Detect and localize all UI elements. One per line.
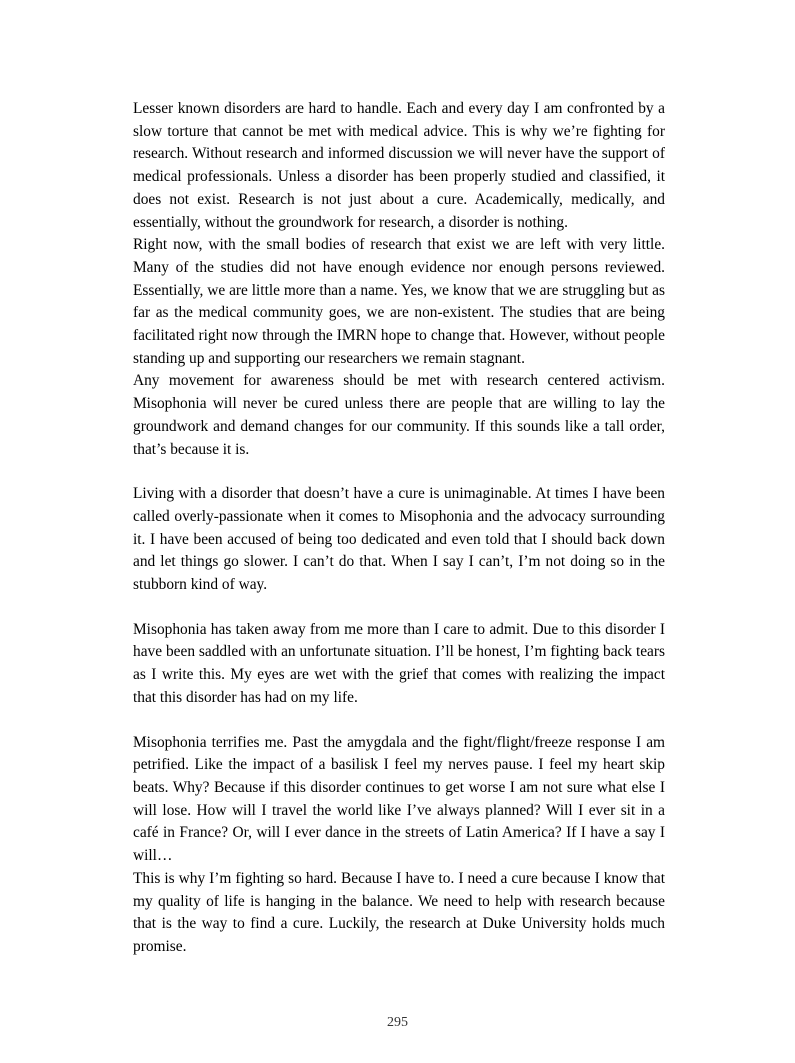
page-body-text [133,98,665,959]
paragraph: This is why I’m fighting so hard. Because I have to. I need a cure because I know that my quality of life is hanging in the balance. We need to help with research because that is the way to find a cure. Luckily, the research at Duke University holds much promise. [133,869,665,955]
paragraph: Right now, with the small bodies of research that exist we are left with very little. Many of the studies did not have enough evidence nor enough persons reviewed. Essentially, we are little more than a name. Yes, we know that we are struggling but as far as the medical community goes, we are non-existent. The studies that are being facilitated right now through the IMRN hope to change that. However, without people standing up and supporting our researchers we remain stagnant. [133,236,665,367]
paragraph: Living with a disorder that doesn’t have a cure is unimaginable. At times I have been called overly-passionate when it comes to Misophonia and the advocacy surrounding it. I have been accused of being too dedicated and even told that I should back down and let things go slower. I can’t do that. When I say I can’t, I’m not doing so in the stubborn kind of way. [133,485,665,594]
page-number: 295 [387,1015,408,1030]
paragraph: Misophonia has taken away from me more than I care to admit. Due to this disorder I have been saddled with an unfortunate situation. I’ll be honest, I’m fighting back tears as I write this. My eyes are wet with the grief that comes with realizing the impact that this disorder has had on my life. [133,620,665,706]
paragraph: Any movement for awareness should be met with research centered activism. Misophonia will never be cured unless there are people that are willing to lay the groundwork and demand changes for our community. If this sounds like a tall order, that’s because it is. [133,372,665,458]
paragraph: Lesser known disorders are hard to handle. Each and every day I am confronted by a slow torture that cannot be met with medical advice. This is why we’re fighting for research. Without research and informed discussion we will never have the support of medical professionals. Unless a disorder has been properly studied and classified, it does not exist. Research is not just about a cure. Academically, medically, and essentially, without the groundwork for research, a disorder is nothing. [133,100,665,231]
paragraph: Misophonia terrifies me. Past the amygdala and the fight/flight/freeze response I am petrified. Like the impact of a basilisk I feel my nerves pause. I feel my heart skip beats. Why? Because if this disorder continues to get worse I am not sure what else I will lose. How will I travel the world like I’ve always planned? Will I ever sit in a café in France? Or, will I ever dance in the streets of Latin America? If I have a say I will… [133,733,665,865]
